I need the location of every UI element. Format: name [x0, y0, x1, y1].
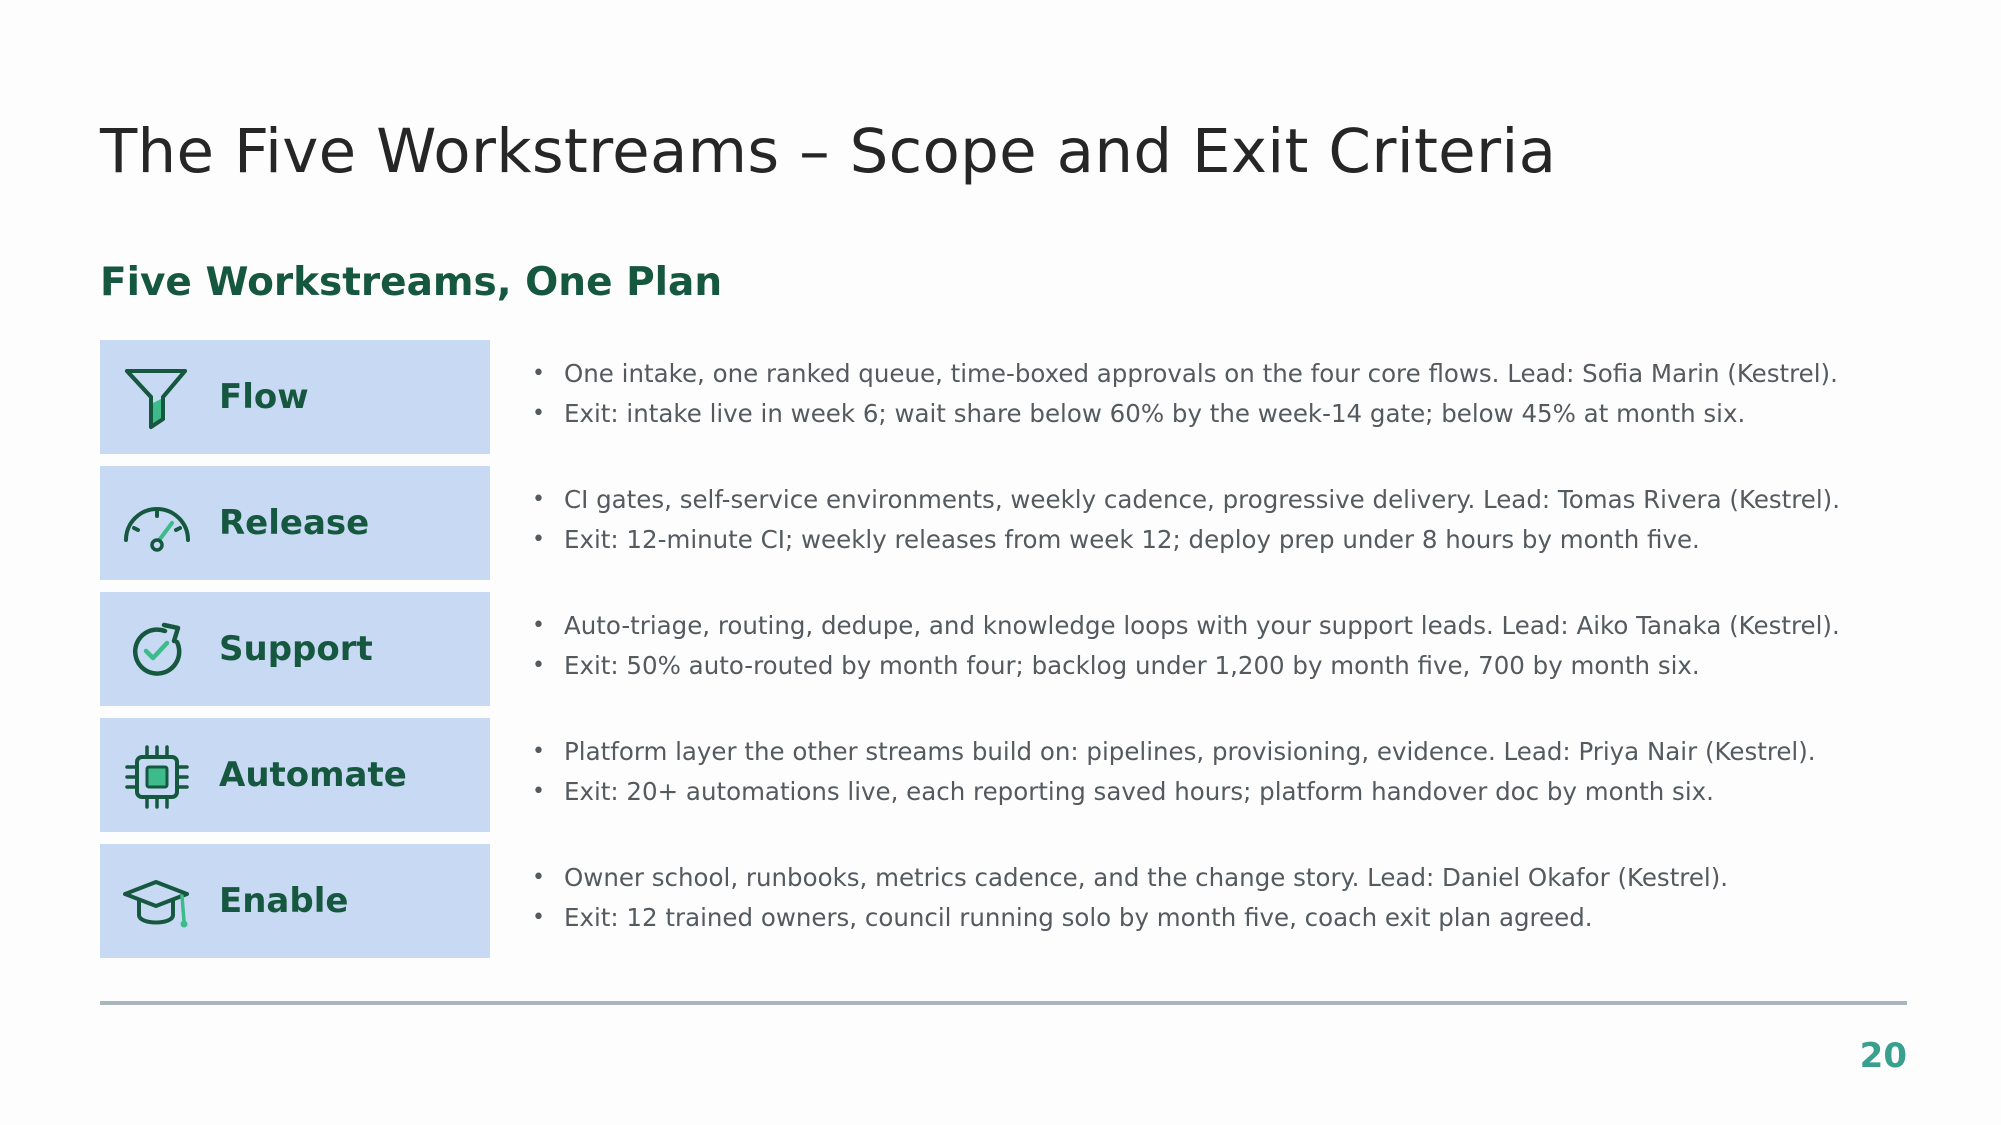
bullet-item: • CI gates, self-service environments, weekly cadence, progressive delivery. Lead: Tomas Rivera (Kestrel).: [532, 485, 1841, 514]
workstream-label: Support: [219, 629, 373, 669]
workstream-tile-support: [100, 592, 490, 706]
workstream-tile-enable: [100, 844, 490, 958]
page-number: 20: [1859, 1036, 1907, 1076]
workstream-bullets: [532, 732, 1982, 812]
bullet-item: • Auto-triage, routing, dedupe, and knowledge loops with your support leads. Lead: Aiko Tanaka (Kestrel).: [532, 611, 1840, 640]
chip-icon: [122, 742, 192, 812]
footer-divider: [100, 1001, 1907, 1005]
workstream-bullets: [532, 858, 1982, 938]
workstream-label: Automate: [219, 755, 407, 795]
workstream-tile-release: [100, 466, 490, 580]
section-heading: Five Workstreams, One Plan: [100, 260, 723, 305]
bullet-text: Owner school, runbooks, metrics cadence, and the change story. Lead: Daniel Okafor (Kestrel).: [564, 863, 1729, 892]
bullet-text: CI gates, self-service environments, weekly cadence, progressive delivery. Lead: Tomas Rivera (Kestrel).: [564, 485, 1841, 514]
workstream-row-enable: [100, 844, 1900, 958]
refresh-check-icon: [122, 616, 192, 686]
workstream-tile-automate: [100, 718, 490, 832]
bullet-item: • Exit: 50% auto-routed by month four; backlog under 1,200 by month five, 700 by month six.: [532, 651, 1700, 680]
bullet-text: Exit: 20+ automations live, each reporting saved hours; platform handover doc by month six.: [564, 777, 1714, 806]
funnel-icon: [122, 364, 192, 434]
bullet-item: • Owner school, runbooks, metrics cadence, and the change story. Lead: Daniel Okafor (Kestrel).: [532, 863, 1729, 892]
workstream-label: Release: [219, 503, 370, 543]
bullet-text: Exit: 12 trained owners, council running solo by month five, coach exit plan agreed.: [564, 903, 1593, 932]
workstream-bullets: [532, 354, 1982, 434]
workstream-row-flow: [100, 340, 1900, 454]
bullet-item: • Exit: 12-minute CI; weekly releases from week 12; deploy prep under 8 hours by month five.: [532, 525, 1700, 554]
bullet-item: • Platform layer the other streams build on: pipelines, provisioning, evidence. Lead: Priya Nair (Kestrel).: [532, 737, 1816, 766]
bullet-item: • One intake, one ranked queue, time-boxed approvals on the four core flows. Lead: Sofia Marin (Kestrel).: [532, 359, 1838, 388]
bullet-text: Exit: 50% auto-routed by month four; backlog under 1,200 by month five, 700 by month six.: [564, 651, 1700, 680]
bullet-text: Exit: intake live in week 6; wait share below 60% by the week-14 gate; below 45% at month six.: [564, 399, 1746, 428]
workstream-label: Enable: [219, 881, 349, 921]
workstream-row-release: [100, 466, 1900, 580]
bullet-text: One intake, one ranked queue, time-boxed approvals on the four core flows. Lead: Sofia Marin (Kestrel).: [564, 359, 1838, 388]
workstream-tile-flow: [100, 340, 490, 454]
graduation-cap-icon: [122, 868, 192, 938]
bullet-text: Exit: 12-minute CI; weekly releases from week 12; deploy prep under 8 hours by month five.: [564, 525, 1700, 554]
bullet-item: • Exit: intake live in week 6; wait share below 60% by the week-14 gate; below 45% at month six.: [532, 399, 1746, 428]
workstream-bullets: [532, 606, 1982, 686]
bullet-item: • Exit: 12 trained owners, council running solo by month five, coach exit plan agreed.: [532, 903, 1593, 932]
bullet-text: Auto-triage, routing, dedupe, and knowledge loops with your support leads. Lead: Aiko Tanaka (Kestrel).: [564, 611, 1840, 640]
workstream-row-automate: [100, 718, 1900, 832]
slide-title: The Five Workstreams – Scope and Exit Criteria: [100, 116, 1557, 187]
workstream-row-support: [100, 592, 1900, 706]
workstream-bullets: [532, 480, 1982, 560]
bullet-text: Platform layer the other streams build on: pipelines, provisioning, evidence. Lead: Priya Nair (Kestrel).: [564, 737, 1816, 766]
speedometer-icon: [122, 490, 192, 560]
workstream-label: Flow: [219, 377, 309, 417]
bullet-item: • Exit: 20+ automations live, each reporting saved hours; platform handover doc by month six.: [532, 777, 1714, 806]
